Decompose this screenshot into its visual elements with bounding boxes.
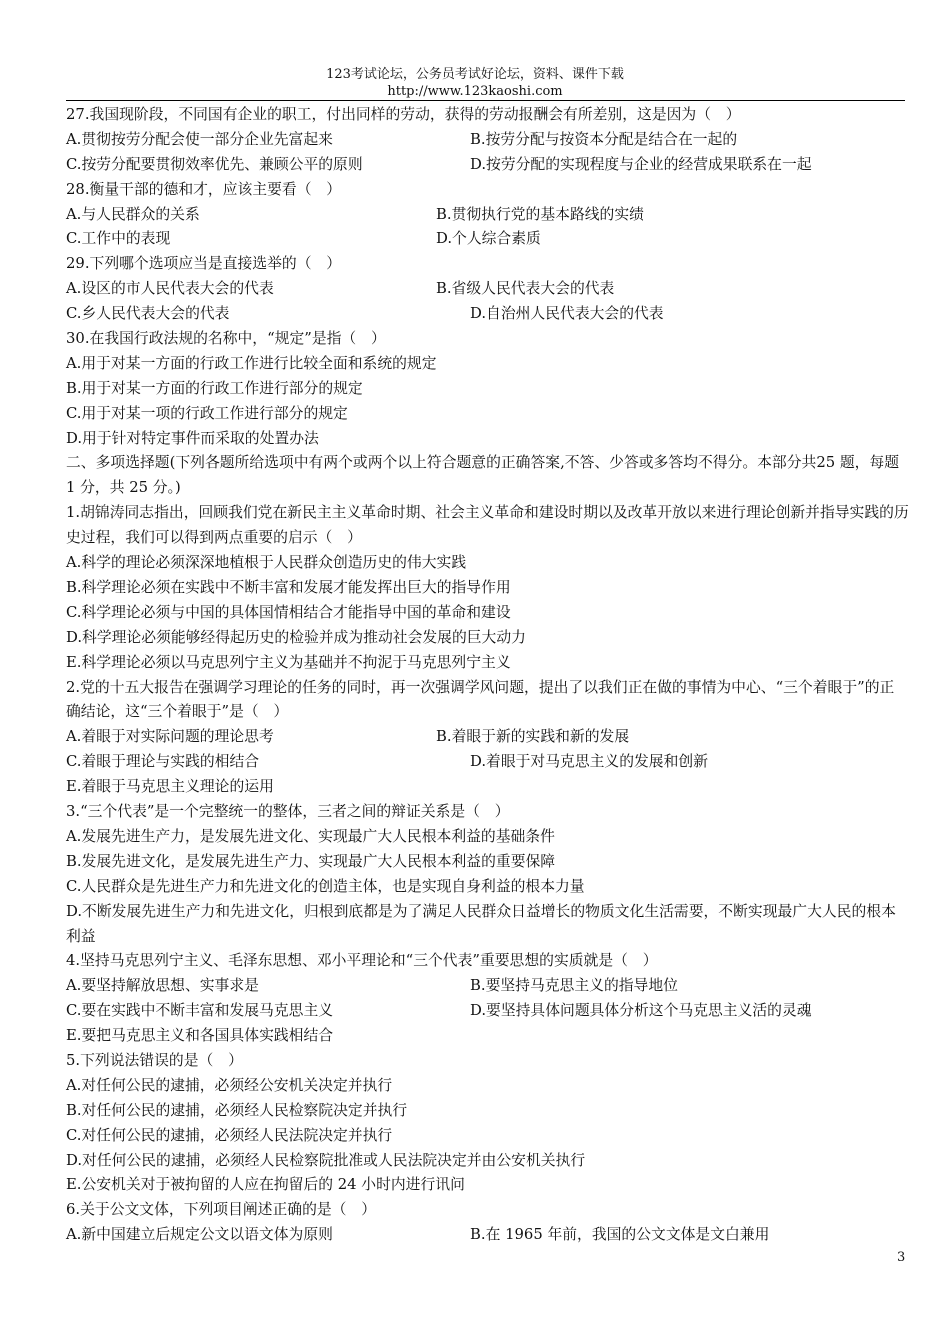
option-right: B.要坚持马克思主义的指导地位: [470, 977, 678, 995]
option-row: [66, 750, 909, 775]
option-row: [66, 999, 909, 1024]
option-row: [66, 227, 909, 252]
option-row: [66, 153, 909, 178]
header-title: 123考试论坛，公务员考试好论坛，资料、课件下载: [326, 67, 624, 82]
option-right: B.省级人民代表大会的代表: [436, 280, 615, 298]
option-row: [66, 128, 909, 153]
text-line: 30.在我国行政法规的名称中，“规定”是指（ ）: [66, 330, 386, 348]
text-line: 3.“三个代表”是一个完整统一的整体，三者之间的辩证关系是（ ）: [66, 803, 510, 821]
text-line: C.对任何公民的逮捕，必须经人民法院决定并执行: [66, 1126, 393, 1144]
option-left: C.乡人民代表大会的代表: [66, 305, 230, 323]
text-line: A.用于对某一方面的行政工作进行比较全面和系统的规定: [66, 354, 437, 372]
text-line: E.要把马克思主义和各国具体实践相结合: [66, 1027, 334, 1045]
option-row: [66, 1223, 909, 1248]
text-line: A.科学的理论必须深深地植根于人民群众创造历史的伟大实践: [66, 554, 467, 572]
text-line: 4.坚持马克思列宁主义、毛泽东思想、邓小平理论和“三个代表”重要思想的实质就是（ ）: [66, 952, 658, 970]
option-right: B.按劳分配与按资本分配是结合在一起的: [470, 130, 738, 148]
option-right: B.在 1965 年前，我国的公文文体是文白兼用: [470, 1226, 770, 1244]
text-line: E.公安机关对于被拘留的人应在拘留后的 24 小时内进行讯问: [66, 1176, 465, 1194]
text-line: B.对任何公民的逮捕，必须经人民检察院决定并执行: [66, 1101, 408, 1119]
option-left: A.与人民群众的关系: [66, 205, 200, 223]
text-line: A.对任何公民的逮捕，必须经公安机关决定并执行: [66, 1076, 393, 1094]
text-line: D.科学理论必须能够经得起历史的检验并成为推动社会发展的巨大动力: [66, 628, 526, 646]
option-row: [66, 277, 909, 302]
text-line: 29.下列哪个选项应当是直接选举的（ ）: [66, 255, 342, 273]
page-number: 3: [897, 1250, 906, 1265]
text-line: E.科学理论必须以马克思列宁主义为基础并不拘泥于马克思列宁主义: [66, 653, 511, 671]
text-line: B.科学理论必须在实践中不断丰富和发展才能发挥出巨大的指导作用: [66, 578, 511, 596]
option-right: D.个人综合素质: [436, 230, 541, 248]
text-line: E.着眼于马克思主义理论的运用: [66, 778, 274, 796]
option-right: D.着眼于对马克思主义的发展和创新: [470, 753, 708, 771]
option-left: C.工作中的表现: [66, 230, 171, 248]
option-left: A.设区的市人民代表大会的代表: [66, 280, 274, 298]
option-right: B.着眼于新的实践和新的发展: [436, 728, 630, 746]
option-right: B.贯彻执行党的基本路线的实绩: [436, 205, 644, 223]
text-line: 27.我国现阶段，不同国有企业的职工，付出同样的劳动，获得的劳动报酬会有所差别，这是因为（ ）: [66, 106, 741, 123]
text-line: D.不断发展先进生产力和先进文化，归根到底都是为了满足人民群众日益增长的物质文化生活需要，不断实现最广大人民的根本利益: [66, 902, 896, 945]
option-left: C.按劳分配要贯彻效率优先、兼顾公平的原则: [66, 155, 363, 173]
option-left: A.新中国建立后规定公文以语文体为原则: [66, 1226, 333, 1244]
text-line: 1.胡锦涛同志指出，回顾我们党在新民主主义革命时期、社会主义革命和建设时期以及改革开放以来进行理论创新并指导实践的历史过程，我们可以得到两点重要的启示（ ）: [66, 504, 909, 547]
option-left: A.要坚持解放思想、实事求是: [66, 977, 259, 995]
option-right: D.要坚持具体问题具体分析这个马克思主义活的灵魂: [470, 1002, 812, 1020]
option-row: [66, 203, 909, 228]
text-line: C.用于对某一项的行政工作进行部分的规定: [66, 404, 348, 422]
text-line: D.用于针对特定事件而采取的处置办法: [66, 429, 319, 447]
option-right: D.自治州人民代表大会的代表: [470, 305, 664, 323]
text-line: 6.关于公文文体，下列项目阐述正确的是（ ）: [66, 1201, 377, 1219]
option-row: [66, 974, 909, 999]
text-line: 28.衡量干部的德和才，应该主要看（ ）: [66, 180, 342, 198]
text-line: 2.党的十五大报告在强调学习理论的任务的同时，再一次强调学风问题，提出了以我们正在做的事情为中心、“三个着眼于”的正确结论，这“三个着眼于”是（ ）: [66, 678, 895, 721]
text-line: 5.下列说法错误的是（ ）: [66, 1051, 243, 1069]
option-left: A.贯彻按劳分配会使一部分企业先富起来: [66, 130, 333, 148]
option-left: C.要在实践中不断丰富和发展马克思主义: [66, 1002, 334, 1020]
document-body: [66, 103, 909, 1248]
header-rule: [66, 100, 905, 101]
text-line: B.发展先进文化，是发展先进生产力、实现最广大人民根本利益的重要保障: [66, 852, 556, 870]
header-url: http://www.123kaoshi.com: [387, 84, 563, 99]
option-row: [66, 302, 909, 327]
text-line: A.发展先进生产力，是发展先进文化、实现最广大人民根本利益的基础条件: [66, 827, 555, 845]
option-right: D.按劳分配的实现程度与企业的经营成果联系在一起: [470, 155, 812, 173]
text-line: C.人民群众是先进生产力和先进文化的创造主体，也是实现自身利益的根本力量: [66, 877, 585, 895]
text-line: D.对任何公民的逮捕，必须经人民检察院批准或人民法院决定并由公安机关执行: [66, 1151, 586, 1169]
text-line: B.用于对某一方面的行政工作进行部分的规定: [66, 379, 363, 397]
option-left: C.着眼于理论与实践的相结合: [66, 753, 260, 771]
option-left: A.着眼于对实际问题的理论思考: [66, 728, 274, 746]
text-line: C.科学理论必须与中国的具体国情相结合才能指导中国的革命和建设: [66, 603, 511, 621]
text-line: 二、多项选择题(下列各题所给选项中有两个或两个以上符合题意的正确答案,不答、少答或多答均不得分。本部分共25 题，每题 1 分，共 25 分。): [66, 454, 900, 497]
page-header: [0, 66, 950, 100]
option-row: [66, 725, 909, 750]
